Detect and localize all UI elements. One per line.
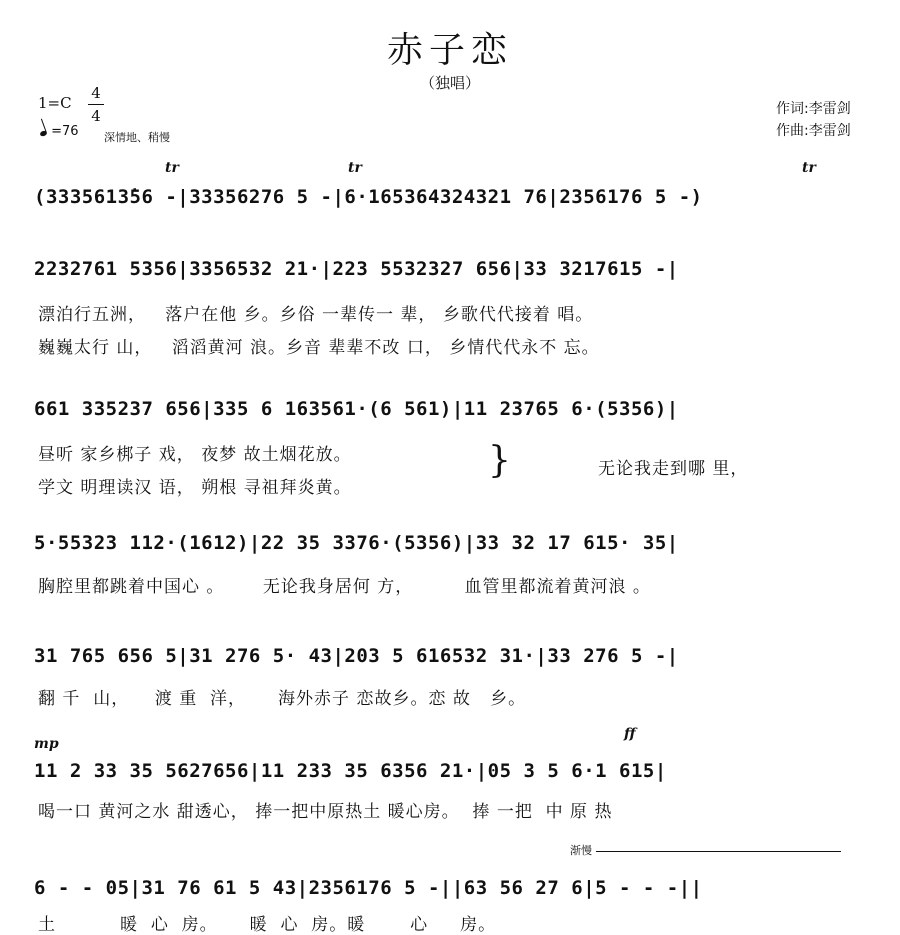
score-line-3	[34, 398, 874, 428]
ritardando-label: 渐慢	[570, 844, 592, 857]
score-line-5	[34, 645, 874, 675]
notation-line: 5·55323 112·(1612)|22 35 3376·(5356)|33 32 17 615· 35|	[34, 532, 679, 554]
dynamic-mp: mp	[34, 736, 59, 752]
lyric-verse-1: 昼听 家乡梆子 戏， 夜梦 故土烟花放。	[38, 445, 352, 465]
ritardando-line	[596, 851, 841, 852]
dynamic-ff: ff	[624, 726, 636, 742]
song-title: 赤子恋	[386, 30, 513, 71]
score-line-4	[34, 532, 874, 562]
quarter-note-icon	[39, 130, 47, 137]
lyric-line: 翻 千 山， 渡 重 洋， 海外赤子 恋故乡。恋 故 乡。	[38, 689, 527, 709]
lyric-line: 喝一口 黄河之水 甜透心， 捧一把中原热土 暖心房。 捧 一把 中 原 热	[38, 802, 613, 822]
ritardando-marking	[570, 842, 841, 858]
time-signature	[88, 82, 104, 127]
lyric-verse-2: 巍巍太行 山， 滔滔黄河 浪。乡音 辈辈不改 口， 乡情代代永不 忘。	[38, 338, 600, 358]
composer-credit: 作曲:李雷剑	[776, 123, 851, 139]
lyricist-credit: 作词:李雷剑	[776, 101, 851, 117]
notation-line: 11 2 33 35 5627656|11 233 35 6356 21·|05 3 5 6·1 615|	[34, 760, 667, 782]
score-line-7	[34, 877, 874, 907]
time-signature-top: 4	[91, 84, 101, 102]
notation-line: (3335613̇56 -|33356276 5 -|6·165364324321 76|2356176 5 -)	[34, 186, 703, 208]
lyric-verse-1: 漂泊行五洲， 落户在他 乡。乡俗 一辈传一 辈， 乡歌代代接着 唱。	[38, 305, 594, 325]
trill-mark: tr	[165, 160, 179, 176]
verse-brace: }	[488, 440, 511, 481]
lyric-line: 土 暖 心 房。 暖 心 房。暖 心 房。	[38, 915, 497, 935]
notation-line: 6 - - 05|31 76 61 5 43|2356176 5 -||63 56 27 6|5 - - -||	[34, 877, 703, 899]
key-signature: 1=C	[38, 94, 72, 112]
expression-marking: 深情地、稍慢	[104, 131, 170, 144]
lyric-refrain: 无论我走到哪 里，	[598, 459, 749, 479]
score-line-6	[34, 760, 874, 790]
notation-line: 31 765 656 5|31 276 5· 43|203 5 616532 31·|33 276 5 -|	[34, 645, 679, 667]
lyric-line: 胸腔里都跳着中国心 。 无论我身居何 方， 血管里都流着黄河浪 。	[38, 577, 651, 597]
trill-mark: tr	[348, 160, 362, 176]
notation-line: 661 335237 656|335 6 163561·(6 561)|11 23765 6·(5356)|	[34, 398, 679, 420]
notation-line: 2232761 5356|3356532 21·|223 5532327 656|33 3217615 -|	[34, 258, 679, 280]
score-line-2	[34, 258, 874, 288]
time-signature-bottom: 4	[88, 104, 104, 127]
tempo-marking	[40, 124, 79, 139]
trill-mark: tr	[802, 160, 816, 176]
score-line-1	[34, 186, 874, 216]
lyric-verse-2: 学文 明理读汉 语， 朔根 寻祖拜炎黄。	[38, 478, 352, 498]
tempo-value: =76	[51, 124, 79, 139]
song-subtitle: （独唱）	[419, 74, 480, 92]
